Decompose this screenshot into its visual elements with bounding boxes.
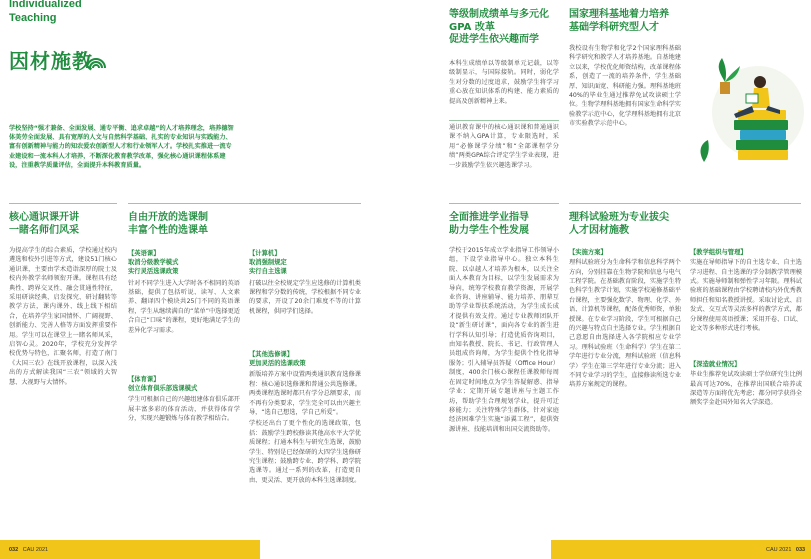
intro-paragraph: 学校坚持“强才兼备、全面发展、通专平衡、追求卓越”的人才培养理念，培养德智体美劳全面发展、具有宽厚的人文与自然科学基础、扎实的专业知识与实践能力、富有创新精神与能力的知农爱农创新型人才和行业领军人才。学校扎实推进一流专业建设和一流本科人才培养，不断深化教育教学改革，强化核心通识课程体系建设，注重教学质量评估，全面提升本科教育质量。 xyxy=(9,125,234,169)
footer-label: CAU 2021 xyxy=(22,547,49,553)
rainbow-icon xyxy=(85,52,107,70)
divider xyxy=(569,203,801,204)
grading-body-1: 本科生成绩单以等级制单元记载，以等级制显示，与国际接轨。同时，弱化学生对分数的过度追求，鼓励学生将学习重心放在知识体系的构建、能力素质的提高及创新精神上来。 xyxy=(449,60,559,105)
science-base-body: 我校设有生物学和化学2个国家理科基础科学研究和教学人才培养基地。自基地建立以来，学校优化师资结构，改革课程体系，创造了一流的培养条件，学生基础厚、知识面宽、科研能力强。理科基地班40%的毕业生通过推荐免试攻读硕士学位。生物学理科基地拥有国家生命科学实验教学示范中心，化学理科基地拥有北京市实验教学示范中心。 xyxy=(569,45,681,128)
divider xyxy=(128,203,361,204)
divider xyxy=(449,203,559,204)
section-title-pilot-class: 理科试验班为专业拔尖 人才因材施教 xyxy=(569,212,669,236)
footer-label: CAU 2021 xyxy=(766,547,792,553)
title-en-line1: Individualized xyxy=(9,0,82,10)
career-outcome-block: 【深造就业情况】 毕业生推荐免试攻读硕士学位研究生比例最高可达70%，在推荐出国联合培养或深造等方面将优先考虑；都分同学获得全额奖学金赴国外知名大学深造。 xyxy=(690,361,802,407)
footer-left xyxy=(9,547,48,553)
english-course-block: 【英语课】 取消分级教学模式 实行灵活选课政策 针对不同学生进入大学时各不相同的英语基础，提供了包括听说、读写、人文素养、翻译四个模块共25门不同的英语课程，学生从继续满自的“菜单”中选择更适合自己“口味”的课程，更好地满足学生的差异化学习需求。 xyxy=(128,250,240,334)
section-title-core-courses: 核心通识课开讲 一睹名师们风采 xyxy=(9,212,79,236)
section-title-science-base: 国家理科基地着力培养 基础学科研究型人才 xyxy=(569,9,669,33)
elective-course-block: 【其他选修课】 更加灵活的选课政策 新版培养方案中设置两类通识教育选修课程：核心通识选修课和普通公共选修课。两类课程选课时都只有学分总额要求，而不再有分类要求，学生完全可以由兴趣主导，“选自己想选，学自己所爱”。 学校还出台了更个性化的选课政策，包括：鼓励学生跨校修读其他高水平大学优质课程；打通本科生与研究生选课，鼓励学生、特别是已经保研的大四学生选修研究生课程；鼓励跨专业、跨学科、跨学院选课等。通过一系列的改革，打造更自由、更灵活、更开放的本科生选课制度。 xyxy=(249,351,361,484)
page-title: 因材施教 xyxy=(9,49,93,73)
divider xyxy=(9,203,117,204)
guidance-body: 学校于2015年成立学业指导工作领导小组，下设学业指导中心。独立本科生院、以卓越人才培养为根本，以关注全面人本教育为目标，以学生发展需求为导向，统筹学校教育教学资源，开展学业咨询、讲座辅导、能力培养、朋辈互助等学业帮扶系统活动，为学生成长成才提供有效支持。通过专业教师团队开设“新生研讨课”，面向各专业的新生进行学科认知引导；打造优质咨询项目，由知名教授、院长、书记、行政管理人员组成咨询师，为学生提供个性化指导服务；引入辅导员答疑（Office Hour）制度，400余门核心课程任课教师每周在固定时间地点为学生答疑解惑、指导学业；定期开展专题讲座与主题工作坊，帮助学生合理规划学业，提升可迁移能力；关注特殊学生群体，针对家庭经济困难学生实施“添翼工程”，提供资源讲座、技能培训和出国交流资助等。 xyxy=(449,247,559,433)
reading-person-illustration xyxy=(694,52,804,180)
teaching-management-block: 【教学组织与管理】 实施在导师指导下的自主选专业、自主选学习进程、自主选课的学分制教学管理模式。实施导师制和弹性学习年限。理科试验班的基础课程由学校聘请校内外优秀教师担任和知名教授讲授。采取讨论式、启发式、交互式等灵活多样的教学方式，都分课程使用英语授课；采用开卷、口试、论文等多种形式进行考核。 xyxy=(690,249,802,333)
core-courses-body: 为提高学生的综合素质，学校通过校内遴选和校外引进等方式，建设51门核心通识课，主要由学术造诣深厚的院士及校内外教学名师领衔开课。课程具有经典性、跨界交叉性、融会贯通性特征，采用研读经典、启发探究、研讨翻转等教学方法，课内课外、线上线下相结合，在培养学生家国情怀、广阔视野、创新能力、完善人格等方面发挥重要作用。学生可以在课堂上一睹名师风采，启智心灵。2020年，学校充分发挥学校优势与特色，汇聚名师，打造了南门《大国三农》在线开放课程，以深入浅出的方式解读我国“三农”领域的大智慧、大视野与大情怀。 xyxy=(9,247,117,386)
page-number: 033 xyxy=(795,547,806,553)
implementation-plan-block: 【实施方案】 理科试验班分为生命科学和信息科学两个方向，分别挂靠在生物学院和信息与电气工程学院。在基础教育阶段，实施学生特色科学生教学计划，实施学校通修基础平台课程，主要强化数学、物理、化学、外语、计算机等课程，配备优秀师资，单独授课。在专业学习阶段，学生可根据自己的兴趣与特点自主选择专业。学生根据自己意愿自由选择进入各学院相应专业学习。理科试验班（生命科学）学生在第二学年进行专业分流，理科试验班（信息科学）学生在第三学年进行专业分流；进入不同专业学习的学生，直接修读所选专业培养方案规定的课程。 xyxy=(569,249,681,389)
section-title-grading: 等级制成绩单与多元化 GPA 改革 促进学生依兴趣而学 xyxy=(449,9,549,45)
grading-body-2: 通识教育课中的核心通识课和普通通识课不纳入GPA计算，专业限选时，采用“必修课学分绩”和“全部课程学分绩”两类GPA综合评定学生学业表现，进一步鼓励学生依兴趣选课学习。 xyxy=(449,124,559,169)
section-title-guidance: 全面推进学业指导 助力学生个性发展 xyxy=(449,212,529,236)
section-title-course-selection: 自由开放的选课制 丰富个性的选课单 xyxy=(128,212,208,236)
footer-right xyxy=(766,547,805,553)
title-en-line2: Teaching xyxy=(9,12,57,24)
divider xyxy=(449,120,559,121)
pe-course-block: 【体育课】 创立体育俱乐部选课模式 学生可根据自己的兴趣组建体育俱乐部开展丰富多彩的体育活动，并获得体育学分，实现兴趣锻炼与体育教学相结合。 xyxy=(128,376,240,423)
page-number: 032 xyxy=(9,547,19,553)
computer-course-block: 【计算机】 取消强制规定 实行自主选课 打破以往全校规定学生应选修的计算机类课程和学分数的传统，学校根据不同专业的要求，开设了20余门难度不等的计算机课程，供同学们选择。 xyxy=(249,250,361,315)
